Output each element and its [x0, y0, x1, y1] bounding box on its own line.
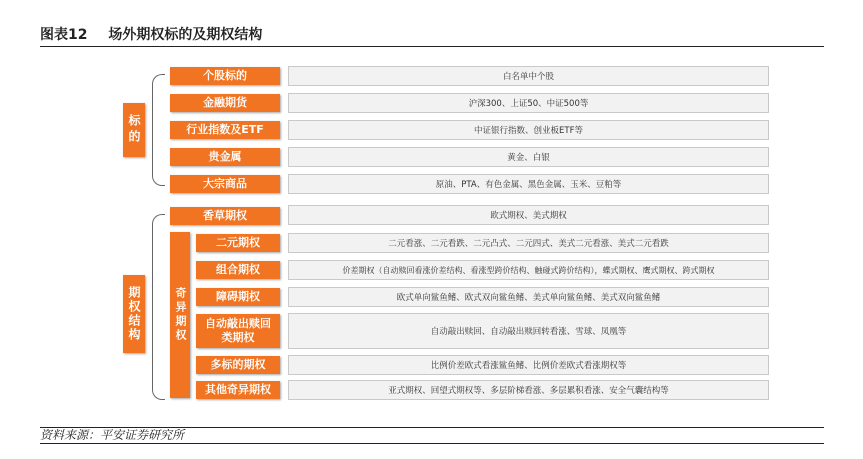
underlying-label: 标的 — [123, 103, 145, 157]
underlying-item-0-desc: 白名单中个股 — [288, 66, 769, 86]
exotic-item-5-desc: 亚式期权、回望式期权等、多层阶梯看涨、多层累积看涨、安全气囊结构等 — [288, 380, 769, 400]
exotic-label: 奇异期权 — [170, 232, 190, 398]
underlying-item-1-desc: 沪深300、上证50、中证500等 — [288, 93, 769, 113]
exotic-item-0-desc: 二元看涨、二元看跌、二元凸式、二元四式、美式二元看涨、美式二元看跌 — [288, 233, 769, 253]
exotic-item-3-desc: 自动敲出赎回、自动敲出赎回转看涨、雪球、凤凰等 — [288, 313, 769, 349]
underlying-item-2-name: 行业指数及ETF — [170, 121, 280, 139]
vanilla-desc: 欧式期权、美式期权 — [288, 205, 769, 225]
vanilla-name: 香草期权 — [170, 207, 280, 225]
underlying-item-4-desc: 原油、PTA、有色金属、黑色金属、玉米、豆粕等 — [288, 174, 769, 194]
exotic-item-3-name: 自动敲出赎回类期权 — [196, 314, 280, 348]
underlying-item-1-name: 金融期货 — [170, 94, 280, 112]
figure-title: 场外期权标的及期权结构 — [108, 27, 263, 43]
exotic-item-4-desc: 比例价差欧式看涨鲨鱼鳍、比例价差欧式看涨期权等 — [288, 355, 769, 375]
exotic-item-2-name: 障碍期权 — [196, 288, 280, 306]
underlying-item-3-name: 贵金属 — [170, 148, 280, 166]
underlying-item-3-desc: 黄金、白银 — [288, 147, 769, 167]
exotic-item-5-name: 其他奇异期权 — [196, 381, 280, 399]
exotic-item-1-desc: 价差期权（自动赎回看涨价差结构、看涨型跨价结构、触碰式跨价结构），蝶式期权、鹰式期权、跨式期权 — [288, 260, 769, 280]
underlying-item-4-name: 大宗商品 — [170, 175, 280, 193]
source-note: 资料来源：平安证券研究所 — [40, 427, 824, 444]
figure-header — [40, 26, 824, 47]
underlying-bracket — [152, 74, 165, 186]
structure-label: 期权结构 — [123, 275, 145, 353]
underlying-item-2-desc: 中证银行指数、创业板ETF等 — [288, 120, 769, 140]
figure-label: 图表12 — [40, 27, 88, 43]
exotic-item-4-name: 多标的期权 — [196, 356, 280, 374]
exotic-item-2-desc: 欧式单向鲨鱼鳍、欧式双向鲨鱼鳍、美式单向鲨鱼鳍、美式双向鲨鱼鳍 — [288, 287, 769, 307]
exotic-item-0-name: 二元期权 — [196, 234, 280, 252]
exotic-item-1-name: 组合期权 — [196, 261, 280, 279]
structure-bracket — [152, 214, 165, 400]
underlying-item-0-name: 个股标的 — [170, 67, 280, 85]
